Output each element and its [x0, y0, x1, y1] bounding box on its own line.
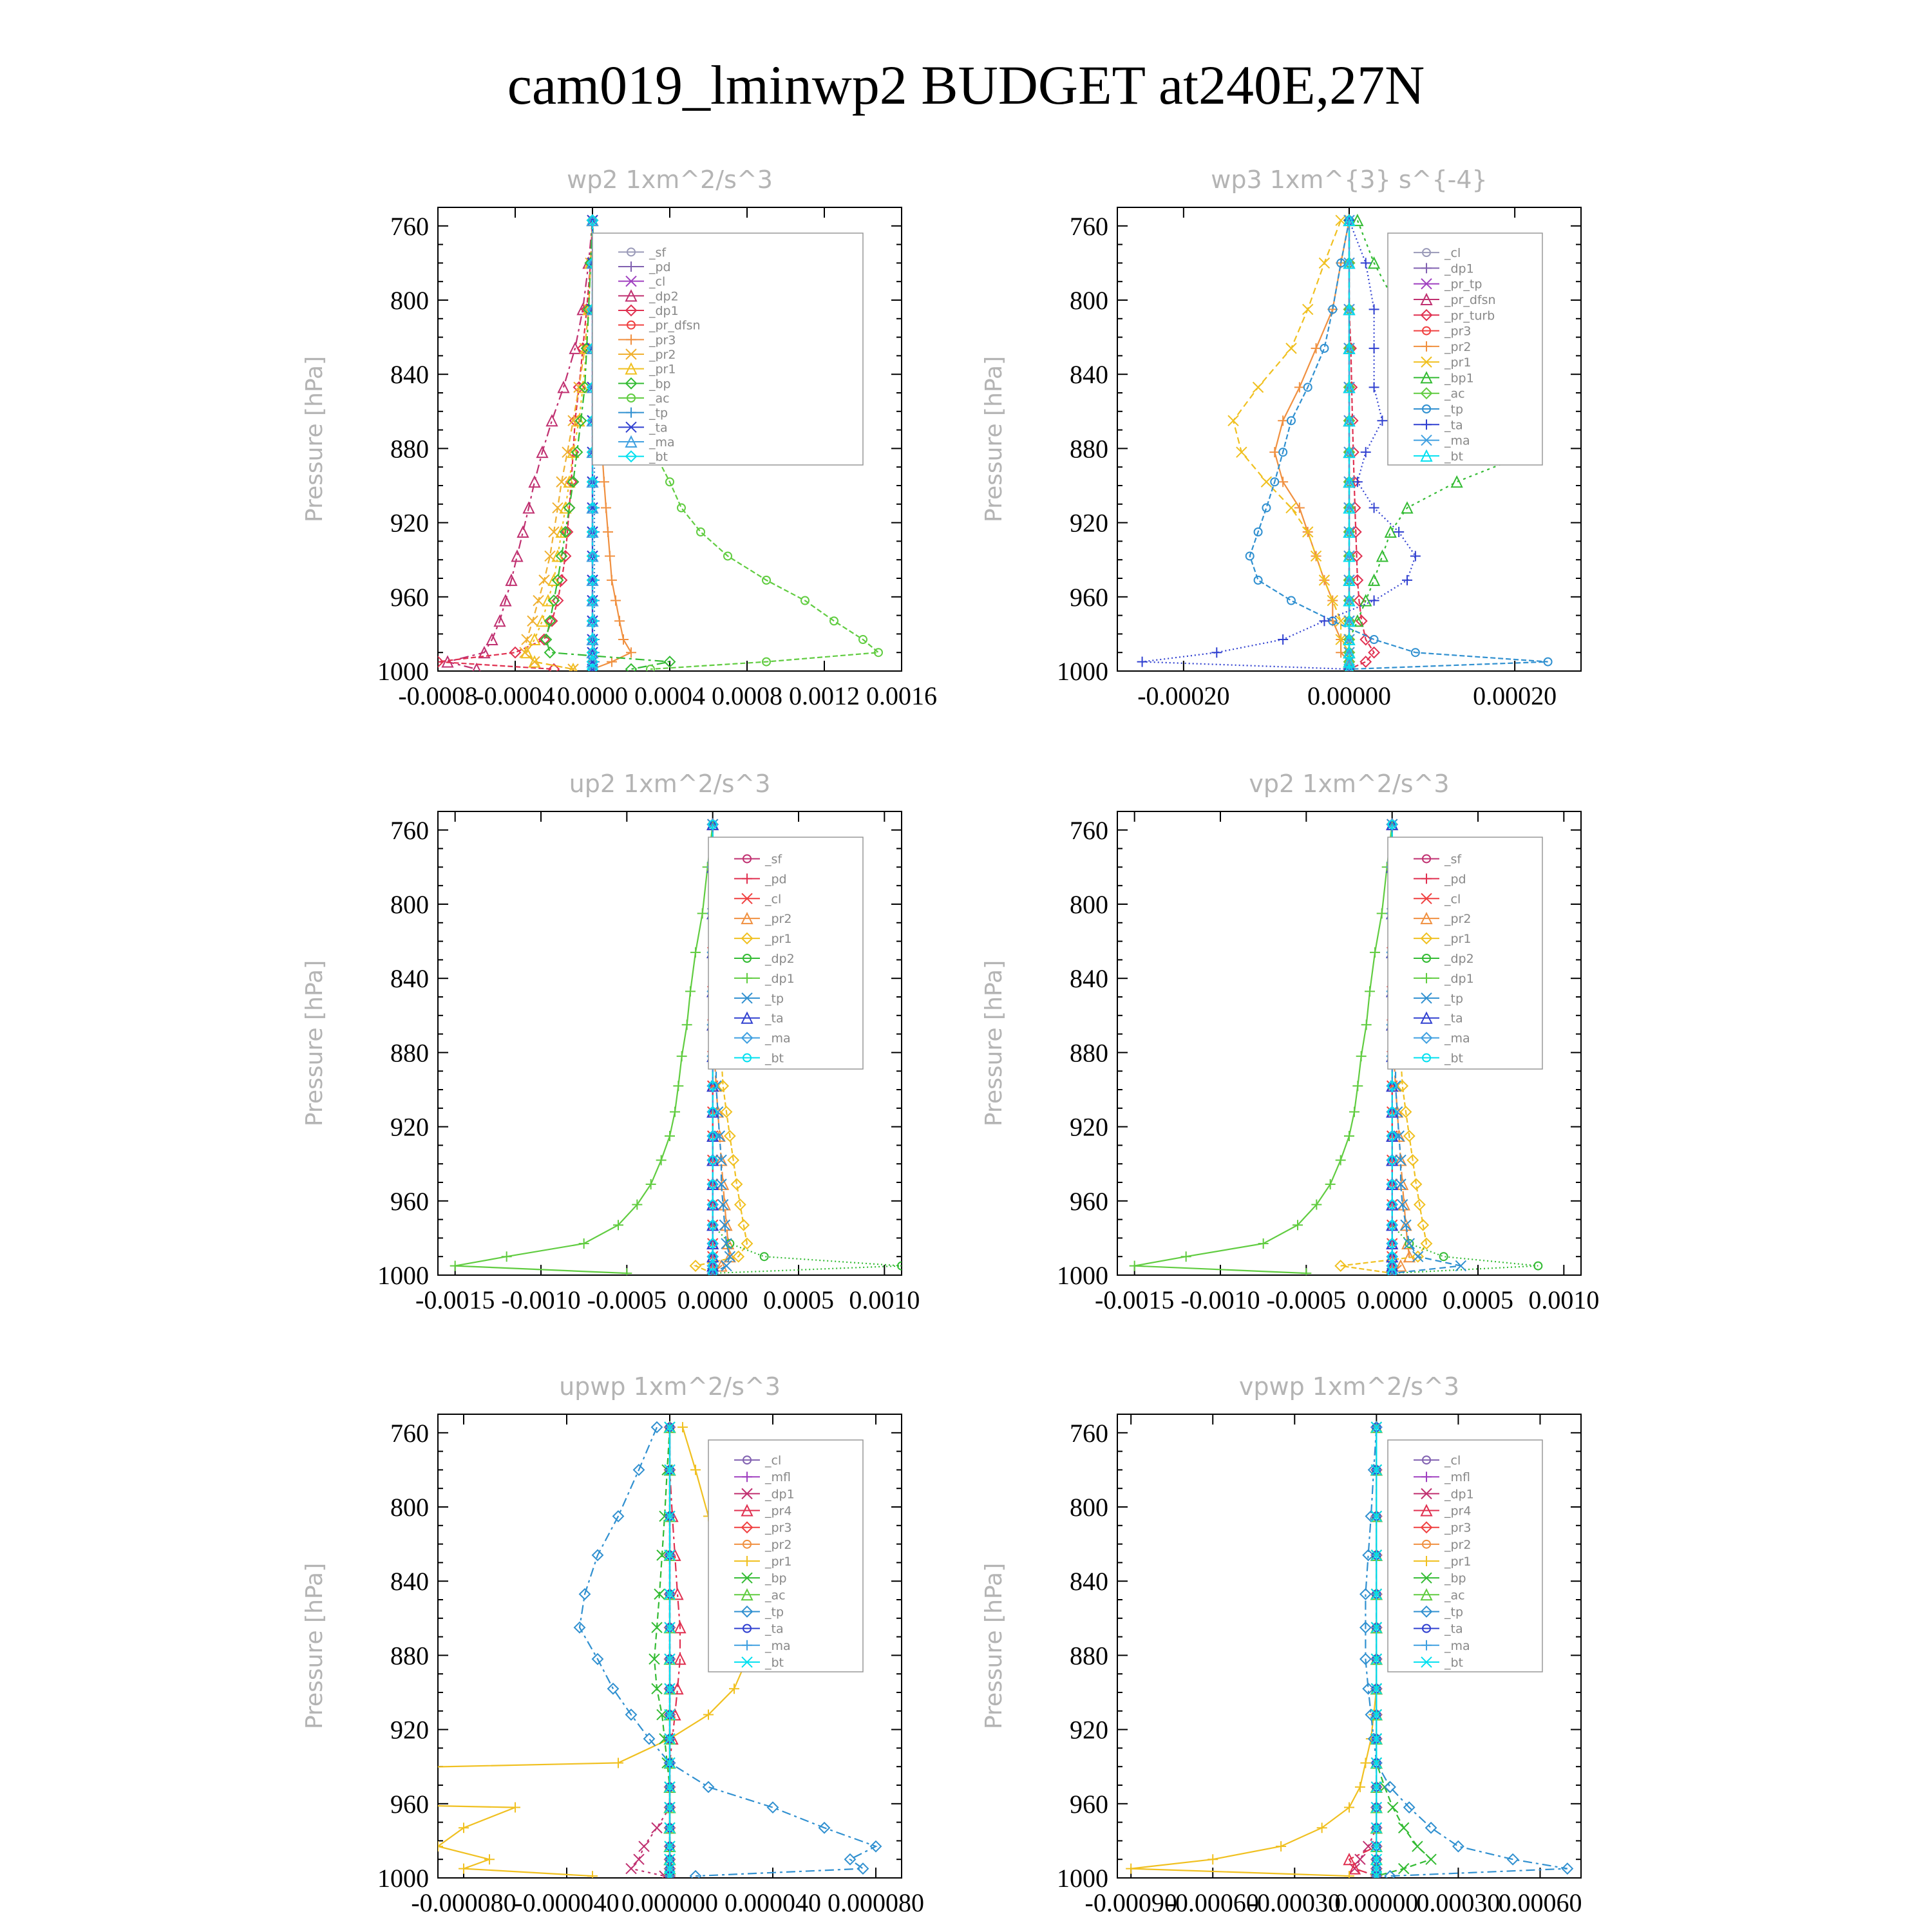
- panel-wp2: [301, 166, 937, 710]
- data-point-pr1: [1344, 1803, 1354, 1813]
- panel-title: vpwp 1xm^2/s^3: [1238, 1372, 1460, 1401]
- legend-item-dp2: _dp2: [1444, 952, 1474, 966]
- data-point-ta: [1319, 616, 1329, 626]
- data-point-ta: [1369, 382, 1379, 392]
- legend-item-ta: _ta: [1444, 1622, 1463, 1636]
- data-point-ta: [1410, 551, 1421, 561]
- data-point-dp1: [690, 947, 701, 958]
- data-point-tp: [1413, 1251, 1423, 1262]
- data-point-pr1: [459, 1864, 469, 1874]
- data-point-pr3: [626, 647, 636, 658]
- data-point-dp1: [1336, 1155, 1346, 1165]
- series-line-pr2: [1274, 220, 1349, 669]
- legend-item-pd: _pd: [649, 260, 671, 274]
- data-point-pr1: [1126, 1864, 1136, 1874]
- data-point-pr1: [613, 1757, 623, 1768]
- series-line-dp2: [448, 220, 592, 669]
- x-tick-label: 0.0000: [677, 1285, 748, 1314]
- x-tick-label: 0.00060: [1498, 1888, 1582, 1917]
- data-point-dp2: [1440, 1253, 1448, 1260]
- panel-title: vp2 1xm^2/s^3: [1249, 770, 1450, 798]
- data-point-pr1: [1228, 415, 1238, 426]
- y-tick-label: 880: [1070, 434, 1108, 464]
- panel-upwp: [0, 1372, 924, 1917]
- legend-item-tp: _tp: [765, 991, 784, 1006]
- y-tick-label: 760: [390, 1418, 429, 1448]
- data-point-pr1: [1276, 1841, 1286, 1852]
- legend-item-ta: _ta: [765, 1622, 784, 1636]
- y-tick-label: 960: [1070, 1789, 1108, 1819]
- y-tick-label: 880: [1070, 1641, 1108, 1671]
- y-tick-label: 1000: [1057, 1261, 1108, 1290]
- y-tick-label: 920: [1070, 508, 1108, 538]
- legend-item-pr3: _pr3: [1444, 1520, 1472, 1535]
- data-point-ac: [677, 504, 685, 512]
- data-point-tp: [1360, 1589, 1370, 1599]
- data-point-dp1: [621, 1268, 632, 1278]
- data-point-pr2: [527, 616, 538, 626]
- legend-item-tp: _tp: [765, 1605, 784, 1620]
- y-tick-label: 1000: [1057, 1864, 1108, 1893]
- data-point-pr3: [607, 657, 617, 667]
- y-tick-label: 840: [390, 964, 429, 994]
- data-point-pr2: [539, 575, 549, 585]
- y-tick-label: 800: [1070, 890, 1108, 919]
- data-point-dp1: [1377, 908, 1387, 918]
- y-tick-label: 960: [390, 582, 429, 612]
- data-point-dp1: [1181, 1251, 1191, 1262]
- y-tick-label: 920: [1070, 1715, 1108, 1745]
- y-tick-label: 800: [1070, 1493, 1108, 1522]
- legend-item-dp1: _dp1: [765, 971, 795, 986]
- series-line-bp: [654, 1427, 670, 1876]
- data-point-ta: [1369, 304, 1379, 314]
- legend-item-tp: _tp: [1444, 1605, 1464, 1620]
- x-tick-label: 0.0012: [789, 681, 860, 710]
- legend-item-bt: _bt: [649, 450, 668, 464]
- data-point-pr1: [587, 1871, 598, 1881]
- x-tick-label: -0.0010: [501, 1285, 581, 1314]
- data-point-dp2: [547, 415, 557, 426]
- data-point-bp1: [1452, 477, 1462, 487]
- x-tick-label: 0.0005: [1443, 1285, 1513, 1314]
- legend-item-dp1: _dp1: [1444, 261, 1474, 276]
- x-tick-label: 0.0010: [849, 1285, 920, 1314]
- legend-item-sf: _sf: [765, 852, 782, 867]
- x-tick-label: 0.0000: [557, 681, 628, 710]
- y-tick-label: 840: [390, 1567, 429, 1596]
- y-tick-label: 880: [390, 434, 429, 464]
- legend-item-pr1: _pr1: [765, 932, 792, 947]
- y-axis-label: Pressure [hPa]: [301, 355, 328, 523]
- legend-item-bp1: _bp1: [1444, 371, 1474, 386]
- y-tick-label: 880: [390, 1641, 429, 1671]
- legend-item-mfl: _mfl: [1444, 1470, 1470, 1485]
- legend-item-dp2: _dp2: [765, 952, 795, 966]
- data-point-bp: [1412, 1841, 1423, 1852]
- x-tick-label: -0.0004: [475, 681, 555, 710]
- panel-vp2: [981, 770, 1599, 1314]
- legend-item-cl: _cl: [1444, 246, 1461, 261]
- legend-item-ta: _ta: [1444, 418, 1463, 433]
- legend-item-pr1: _pr1: [1444, 355, 1472, 370]
- data-point-pr1: [1344, 1871, 1354, 1881]
- y-tick-label: 920: [1070, 1112, 1108, 1142]
- data-point-ta: [1402, 575, 1412, 585]
- data-point-dp1: [1352, 1081, 1363, 1091]
- data-point-pr3: [611, 596, 621, 606]
- data-point-dp1: [579, 1238, 589, 1249]
- data-point-pr3: [614, 616, 625, 626]
- legend-item-pr1: _pr1: [765, 1555, 792, 1569]
- legend-item-pd: _pd: [765, 872, 787, 887]
- legend-item-ma: _ma: [765, 1031, 791, 1046]
- data-point-ac: [697, 528, 705, 536]
- x-tick-label: -0.000040: [514, 1888, 620, 1917]
- legend-item-ma: _ma: [1444, 433, 1470, 448]
- data-point-pr1: [1236, 447, 1247, 457]
- x-tick-label: -0.000080: [411, 1888, 516, 1917]
- legend-item-dp1: _dp1: [1444, 1487, 1474, 1502]
- data-point-dp2: [529, 477, 540, 487]
- x-tick-label: 0.00000: [1307, 681, 1391, 710]
- legend-item-mfl: _mfl: [765, 1470, 791, 1485]
- x-tick-label: -0.00090: [1084, 1888, 1177, 1917]
- data-point-dp1: [1258, 1238, 1269, 1249]
- data-point-dp1: [634, 1854, 644, 1864]
- data-point-tp: [768, 1803, 778, 1813]
- legend-item-pr3: _pr3: [1444, 324, 1472, 339]
- data-point-bp: [1426, 1854, 1436, 1864]
- x-tick-label: -0.0015: [415, 1285, 495, 1314]
- series-line-pr1: [0, 1427, 747, 1876]
- data-point-pr2: [1294, 503, 1305, 513]
- y-tick-label: 760: [390, 211, 429, 241]
- data-point-bp: [1388, 1803, 1398, 1813]
- y-tick-label: 840: [1070, 360, 1108, 390]
- data-point-dp1: [697, 908, 708, 918]
- data-point-dp1: [639, 1841, 649, 1852]
- panel-title: up2 1xm^2/s^3: [569, 770, 771, 798]
- series-line-dp1: [631, 1427, 670, 1876]
- series-line-pr2: [525, 220, 592, 669]
- panel-title: upwp 1xm^2/s^3: [559, 1372, 781, 1401]
- data-point-ta: [1369, 343, 1379, 354]
- y-tick-label: 880: [1070, 1038, 1108, 1068]
- legend-item-pr4: _pr4: [765, 1504, 792, 1519]
- y-tick-label: 880: [390, 1038, 429, 1068]
- legend-item-ac: _ac: [765, 1588, 786, 1603]
- data-point-tp: [703, 1782, 714, 1792]
- y-tick-label: 840: [390, 360, 429, 390]
- x-tick-label: -0.0015: [1095, 1285, 1175, 1314]
- data-point-dp1: [682, 1019, 692, 1030]
- y-tick-label: 920: [390, 508, 429, 538]
- data-point-pr1: [690, 1464, 701, 1475]
- y-tick-label: 1000: [377, 1261, 429, 1290]
- data-point-ta: [1361, 447, 1371, 457]
- y-tick-label: 1000: [377, 1864, 429, 1893]
- legend-item-ac: _ac: [1444, 386, 1465, 401]
- legend-item-sf: _sf: [649, 245, 667, 260]
- x-tick-label: 0.0000: [1356, 1285, 1428, 1314]
- data-point-ta: [1377, 415, 1387, 426]
- data-point-dp2: [512, 551, 522, 561]
- legend-item-dp1: _dp1: [1444, 971, 1474, 986]
- data-point-pr2: [1278, 415, 1288, 426]
- data-point-ta: [1278, 634, 1288, 645]
- data-point-ta: [1137, 657, 1148, 667]
- data-point-pr1: [510, 1803, 520, 1813]
- figure-title: cam019_lminwp2 BUDGET at240E,27N: [507, 54, 1425, 116]
- x-tick-label: 0.000040: [724, 1888, 821, 1917]
- y-tick-label: 960: [1070, 582, 1108, 612]
- legend-item-pr2: _pr2: [1444, 912, 1472, 927]
- x-tick-label: 0.0008: [712, 681, 782, 710]
- legend-item-pd: _pd: [1444, 872, 1466, 887]
- data-point-pr1: [1208, 1854, 1218, 1864]
- legend-item-dp1: _dp1: [649, 304, 679, 318]
- y-axis-label: Pressure [hPa]: [981, 355, 1007, 523]
- y-tick-label: 920: [390, 1715, 429, 1745]
- data-point-pr1: [433, 1841, 443, 1852]
- data-point-pr1: [1319, 258, 1329, 268]
- data-point-pr2: [533, 596, 544, 606]
- legend-item-ta: _ta: [765, 1011, 784, 1026]
- x-tick-label: 0.0010: [1528, 1285, 1600, 1314]
- legend-item-pr_dfsn: _pr_dfsn: [649, 318, 701, 333]
- y-axis-label: Pressure [hPa]: [981, 1562, 1007, 1730]
- data-point-dp1: [665, 1131, 675, 1141]
- data-point-bp: [626, 664, 636, 674]
- legend-item-ac: _ac: [649, 392, 670, 406]
- legend-item-ma: _ma: [1444, 1031, 1470, 1046]
- data-point-dp1: [1349, 1107, 1359, 1117]
- legend-item-ma: _ma: [765, 1638, 791, 1653]
- legend-item-bt: _bt: [1444, 449, 1464, 464]
- data-point-tp: [1453, 1841, 1463, 1852]
- x-tick-label: -0.00020: [1137, 681, 1230, 710]
- data-point-pr1: [1355, 1782, 1365, 1792]
- x-tick-label: 0.000000: [621, 1888, 718, 1917]
- data-point-dp1: [1365, 986, 1375, 996]
- legend-item-bp: _bp: [765, 1571, 787, 1586]
- data-point-dp1: [1370, 947, 1380, 958]
- y-tick-label: 840: [1070, 1567, 1108, 1596]
- data-point-pr2: [1311, 343, 1321, 354]
- panel-title: wp3 1xm^{3} s^{-4}: [1211, 166, 1488, 194]
- legend-item-pr4: _pr4: [1444, 1504, 1472, 1519]
- panel-vpwp: [981, 1372, 1582, 1917]
- y-axis-label: Pressure [hPa]: [301, 960, 328, 1127]
- x-tick-label: 0.00020: [1473, 681, 1557, 710]
- panel-title: wp2 1xm^2/s^3: [567, 166, 773, 194]
- y-tick-label: 800: [1070, 286, 1108, 315]
- data-point-pr3: [599, 477, 609, 487]
- data-point-pr3: [603, 527, 613, 537]
- data-point-pr2: [1278, 477, 1288, 487]
- data-point-dp1: [646, 1179, 656, 1189]
- data-point-dp1: [1361, 1019, 1372, 1030]
- data-point-dp2: [761, 1253, 768, 1260]
- y-tick-label: 1000: [377, 657, 429, 686]
- data-point-dp1: [670, 1107, 680, 1117]
- x-tick-label: -0.0008: [398, 681, 478, 710]
- data-point-pr1: [1303, 304, 1313, 314]
- y-tick-label: 920: [390, 1112, 429, 1142]
- y-tick-label: 800: [390, 1493, 429, 1522]
- data-point-tp: [652, 1422, 662, 1432]
- data-point-dp1: [450, 1261, 460, 1271]
- data-point-pr1: [1286, 343, 1296, 354]
- data-point-dp1: [626, 1864, 636, 1874]
- panel-up2: [301, 770, 920, 1314]
- y-tick-label: 960: [390, 1789, 429, 1819]
- legend-item-pr1: _pr1: [1444, 1555, 1472, 1569]
- legend-item-bp: _bp: [649, 377, 671, 392]
- data-point-dp1: [652, 1823, 662, 1833]
- x-tick-label: -0.00030: [1248, 1888, 1341, 1917]
- x-tick-label: 0.0016: [866, 681, 937, 710]
- legend-item-dp1: _dp1: [765, 1487, 795, 1502]
- x-tick-label: 0.00000: [1334, 1888, 1419, 1917]
- series-line-dp1: [438, 220, 592, 669]
- y-tick-label: 840: [1070, 964, 1108, 994]
- legend-item-pr_dfsn: _pr_dfsn: [1444, 293, 1496, 307]
- data-point-pr1: [1261, 477, 1271, 487]
- legend-item-cl: _cl: [649, 274, 666, 289]
- y-tick-label: 800: [390, 890, 429, 919]
- y-tick-label: 960: [390, 1186, 429, 1216]
- x-tick-label: -0.0010: [1180, 1285, 1260, 1314]
- data-point-bp: [1399, 1864, 1409, 1874]
- data-point-bp1: [1377, 551, 1387, 561]
- x-tick-label: -0.00060: [1166, 1888, 1259, 1917]
- data-point-ta: [1369, 503, 1379, 513]
- y-tick-label: 800: [390, 286, 429, 315]
- data-point-dp1: [502, 1251, 512, 1262]
- data-point-tp: [1287, 597, 1295, 605]
- legend-item-bt: _bt: [765, 1051, 784, 1066]
- y-axis-label: Pressure [hPa]: [981, 960, 1007, 1127]
- data-point-dp1: [1344, 1131, 1354, 1141]
- legend-item-ma: _ma: [649, 435, 675, 450]
- panel-wp3: [981, 166, 1581, 710]
- data-point-pr1: [677, 1422, 688, 1432]
- legend-item-tp: _tp: [1444, 991, 1464, 1006]
- data-point-tp: [690, 1871, 701, 1881]
- data-point-pr3: [607, 575, 617, 585]
- legend-box: [592, 233, 863, 465]
- data-point-tp: [1255, 576, 1262, 584]
- legend-item-cl: _cl: [765, 1454, 782, 1468]
- x-tick-label: -0.0005: [1266, 1285, 1346, 1314]
- x-tick-label: 0.00030: [1416, 1888, 1501, 1917]
- legend-item-pr1: _pr1: [649, 362, 676, 377]
- x-tick-label: 0.0005: [763, 1285, 834, 1314]
- legend-item-pr3: _pr3: [765, 1520, 792, 1535]
- legend-item-pr3: _pr3: [649, 333, 676, 348]
- legend-item-bt: _bt: [1444, 1051, 1464, 1066]
- data-point-tp: [1426, 1823, 1436, 1833]
- legend-item-pr_tp: _pr_tp: [1444, 277, 1482, 292]
- legend-item-tp: _tp: [649, 406, 668, 421]
- x-tick-label: 0.0004: [634, 681, 705, 710]
- legend-item-cl: _cl: [1444, 1454, 1461, 1468]
- legend-item-ta: _ta: [1444, 1011, 1463, 1026]
- y-tick-label: 760: [1070, 211, 1108, 241]
- legend-item-pr_turb: _pr_turb: [1444, 308, 1495, 323]
- data-point-dp1: [673, 1081, 683, 1091]
- data-point-dp1: [656, 1155, 667, 1165]
- data-point-pr1: [1253, 382, 1264, 392]
- data-point-tp: [1262, 504, 1270, 512]
- data-point-pr3: [618, 634, 629, 645]
- y-tick-label: 760: [1070, 1418, 1108, 1448]
- legend-item-pr2: _pr2: [1444, 339, 1472, 354]
- y-tick-label: 1000: [1057, 657, 1108, 686]
- data-point-pr1: [484, 1854, 495, 1864]
- y-tick-label: 760: [1070, 815, 1108, 845]
- data-point-dp1: [1325, 1179, 1336, 1189]
- data-point-pr1: [1360, 1757, 1370, 1768]
- data-point-dp1: [677, 1051, 687, 1061]
- legend-item-sf: _sf: [1444, 852, 1462, 867]
- legend-item-pr2: _pr2: [765, 1537, 792, 1552]
- data-point-pr2: [1294, 382, 1305, 392]
- legend-item-pr1: _pr1: [1444, 932, 1472, 947]
- legend-item-bt: _bt: [1444, 1655, 1464, 1670]
- data-point-dp1: [1301, 1268, 1311, 1278]
- data-point-dp1: [685, 986, 696, 996]
- series-line-dp1: [455, 824, 713, 1273]
- data-point-pr2: [1269, 447, 1280, 457]
- legend-item-bt: _bt: [765, 1655, 784, 1670]
- legend-item-ta: _ta: [649, 421, 668, 435]
- y-axis-label: Pressure [hPa]: [301, 1562, 328, 1730]
- legend-item-ma: _ma: [1444, 1638, 1470, 1653]
- data-point-dp1: [1356, 1051, 1367, 1061]
- series-line-dp1: [1135, 824, 1392, 1273]
- legend-item-cl: _cl: [765, 892, 782, 907]
- legend-item-tp: _tp: [1444, 402, 1464, 417]
- legend-item-ac: _ac: [1444, 1588, 1465, 1603]
- legend-item-pr2: _pr2: [649, 348, 676, 362]
- legend-item-pr2: _pr2: [765, 912, 792, 927]
- data-point-pr3: [605, 551, 615, 561]
- data-point-dp2: [518, 527, 528, 537]
- legend-item-bp: _bp: [1444, 1571, 1466, 1586]
- x-tick-label: -0.0005: [587, 1285, 667, 1314]
- data-point-bp1: [1369, 575, 1379, 585]
- y-tick-label: 960: [1070, 1186, 1108, 1216]
- data-point-bp: [1399, 1823, 1409, 1833]
- data-point-ta: [1211, 647, 1222, 658]
- legend-item-dp2: _dp2: [649, 289, 679, 304]
- data-point-pr1: [459, 1823, 469, 1833]
- data-point-ac: [647, 665, 654, 673]
- data-point-dp1: [1130, 1261, 1140, 1271]
- data-point-pr3: [601, 503, 611, 513]
- x-tick-label: 0.000080: [828, 1888, 924, 1917]
- series-line-pr1: [1131, 1427, 1376, 1876]
- data-point-dp1: [1355, 1854, 1365, 1864]
- data-point-dp2: [471, 664, 482, 674]
- legend-item-cl: _cl: [1444, 892, 1461, 907]
- y-tick-label: 760: [390, 815, 429, 845]
- legend-item-pr2: _pr2: [1444, 1537, 1472, 1552]
